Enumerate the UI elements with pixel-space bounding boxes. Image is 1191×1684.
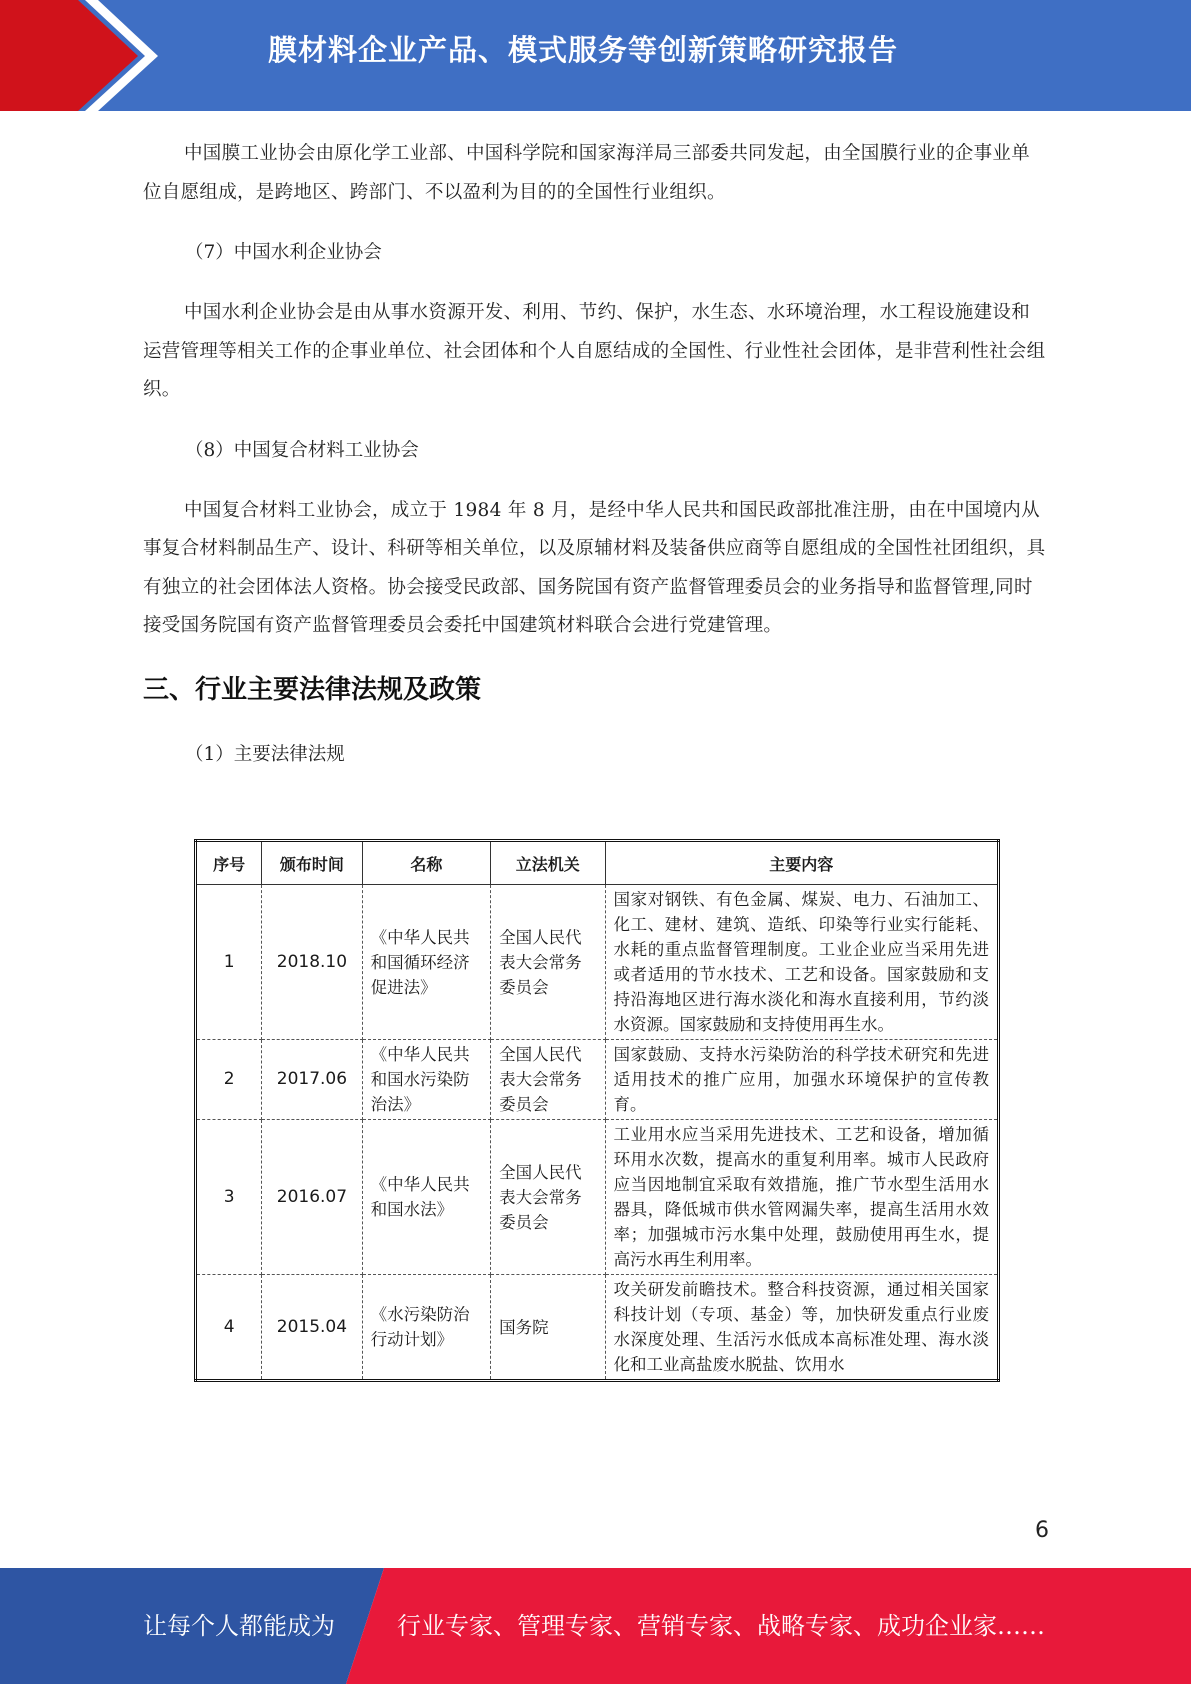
row-number: 3 — [196, 1120, 262, 1275]
row-authority: 全国人民代表大会常务委员会 — [491, 1120, 605, 1275]
row-content: 国家对钢铁、有色金属、煤炭、电力、石油加工、化工、建材、建筑、造纸、印染等行业实行能耗、水耗的重点监督管理制度。工业企业应当采用先进或者适用的节水技术、工艺和设备。国家鼓励和支持沿海地区进行海水淡化和海水直接利用，节约淡水资源。国家鼓励和支持使用再生水。 — [605, 885, 999, 1040]
row-number: 2 — [196, 1040, 262, 1120]
row-authority: 国务院 — [491, 1275, 605, 1381]
laws-table — [194, 839, 1000, 1382]
paragraph-composite-materials-association: 中国复合材料工业协会，成立于 1984 年 8 月，是经中华人民共和国民政部批准注册，由在中国境内从事复合材料制品生产、设计、科研等相关单位，以及原辅材料及装备供应商等自愿组成的全国性社团组织，具有独立的社会团体法人资格。协会接受民政部、国务院国有资产监督管理委员会的业务指导和监督管理,同时接受国务院国有资产监督管理委员会委托中国建筑材料联合会进行党建管理。 — [143, 499, 1046, 636]
subheading-composite-materials-association: （8）中国复合材料工业协会 — [185, 439, 419, 461]
row-name: 《水污染防治行动计划》 — [362, 1275, 490, 1381]
section-title: 三、行业主要法律法规及政策 — [143, 674, 482, 705]
paragraph-membrane-association: 中国膜工业协会由原化学工业部、中国科学院和国家海洋局三部委共同发起，由全国膜行业的企事业单位自愿组成，是跨地区、跨部门、不以盈利为目的的全国性行业组织。 — [143, 143, 1031, 203]
paragraph-water-enterprise-association: 中国水利企业协会是由从事水资源开发、利用、节约、保护，水生态、水环境治理，水工程设施建设和运营管理等相关工作的企事业单位、社会团体和个人自愿结成的全国性、行业性社会团体，是非营利性社会组织。 — [143, 302, 1046, 400]
table-header-row — [196, 841, 999, 885]
subheading-water-enterprise-association: （7）中国水利企业协会 — [185, 242, 382, 263]
header-date: 颁布时间 — [262, 841, 362, 885]
row-number: 1 — [196, 885, 262, 1040]
header-name: 名称 — [362, 841, 490, 885]
page-header — [0, 0, 1191, 111]
subheading-main-laws: （1）主要法律法规 — [185, 743, 345, 765]
row-date: 2018.10 — [262, 885, 362, 1040]
row-name: 《中华人民共和国水法》 — [362, 1120, 490, 1275]
table-row — [196, 1120, 999, 1275]
footer-slogan-left: 让每个人都能成为 — [143, 1612, 335, 1640]
header-authority: 立法机关 — [491, 841, 605, 885]
row-authority: 全国人民代表大会常务委员会 — [491, 885, 605, 1040]
main-content — [143, 135, 1048, 774]
page-number: 6 — [1035, 1518, 1049, 1543]
row-name: 《中华人民共和国循环经济促进法》 — [362, 885, 490, 1040]
table-row — [196, 885, 999, 1040]
header-content: 主要内容 — [605, 841, 999, 885]
row-content: 攻关研发前瞻技术。整合科技资源，通过相关国家科技计划（专项、基金）等，加快研发重点行业废水深度处理、生活污水低成本高标准处理、海水淡化和工业高盐废水脱盐、饮用水 — [605, 1275, 999, 1381]
row-number: 4 — [196, 1275, 262, 1381]
row-date: 2017.06 — [262, 1040, 362, 1120]
table-row — [196, 1275, 999, 1381]
row-content: 国家鼓励、支持水污染防治的科学技术研究和先进适用技术的推广应用，加强水环境保护的宣传教育。 — [605, 1040, 999, 1120]
row-name: 《中华人民共和国水污染防治法》 — [362, 1040, 490, 1120]
report-title: 膜材料企业产品、模式服务等创新策略研究报告 — [268, 33, 899, 67]
table-row — [196, 1040, 999, 1120]
page-footer — [0, 1568, 1191, 1684]
row-content: 工业用水应当采用先进技术、工艺和设备，增加循环用水次数，提高水的重复利用率。城市人民政府应当因地制宜采取有效措施，推广节水型生活用水器具，降低城市供水管网漏失率，提高生活用水效率；加强城市污水集中处理，鼓励使用再生水，提高污水再生利用率。 — [605, 1120, 999, 1275]
row-authority: 全国人民代表大会常务委员会 — [491, 1040, 605, 1120]
row-date: 2016.07 — [262, 1120, 362, 1275]
row-date: 2015.04 — [262, 1275, 362, 1381]
header-number: 序号 — [196, 841, 262, 885]
footer-slogan-right: 行业专家、管理专家、营销专家、战略专家、成功企业家…… — [397, 1612, 1045, 1640]
